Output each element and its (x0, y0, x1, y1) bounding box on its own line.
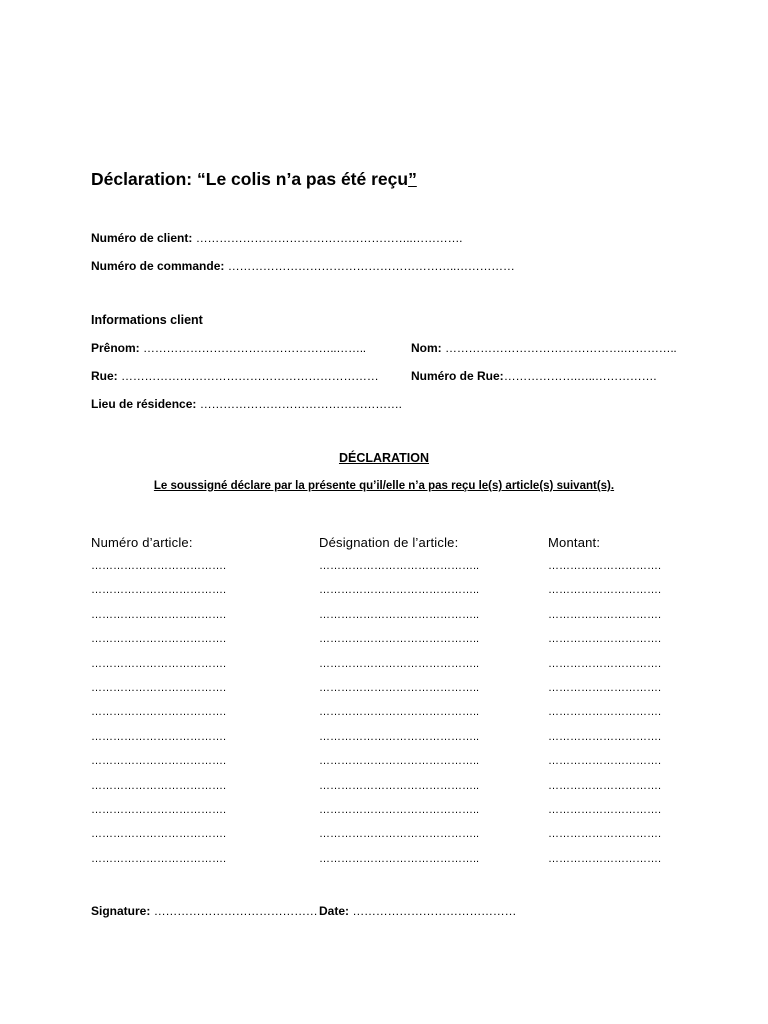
street-blank: ………………………………………………………… (121, 369, 379, 383)
designation-cell: …………………………………….. (319, 657, 480, 670)
article-number-cell: ………………………………. (91, 755, 227, 768)
designation-cell: …………………………………….. (319, 852, 480, 865)
amount-cell: …………………………. (548, 804, 662, 816)
article-number-cell: ………………………………. (91, 584, 227, 597)
article-number-cell: ………………………………. (91, 657, 227, 670)
date-label: Date: (319, 904, 350, 918)
article-number-cell: ………………………………. (91, 608, 227, 621)
order-number-blank: …………………………………………………..…………… (227, 259, 515, 273)
first-name-blank: …………………………………………..…….. (143, 341, 366, 355)
article-number-cell: ………………………………. (91, 560, 227, 572)
order-number-field (91, 259, 515, 273)
article-number-cell: ………………………………. (91, 633, 227, 646)
amount-cell: …………………………. (548, 852, 662, 865)
amount-cell: …………………………. (548, 779, 662, 792)
signature-label: Signature: (91, 904, 151, 918)
declaration-statement: Le soussigné déclare par la présente qu’il/elle n’a pas reçu le(s) article(s) suivant(s). (153, 480, 615, 492)
article-number-cell: ………………………………. (91, 682, 227, 694)
street-field (91, 369, 378, 383)
designation-cell: …………………………………….. (319, 560, 480, 572)
client-number-field (91, 231, 462, 245)
date-blank: …………………………………… (352, 904, 517, 918)
order-number-label: Numéro de commande: (91, 259, 225, 273)
street-number-label: Numéro de Rue: (411, 369, 504, 383)
amount-cell: …………………………. (548, 706, 662, 719)
residence-label: Lieu de résidence: (91, 397, 197, 411)
amount-cell: …………………………. (548, 730, 662, 743)
column-header-designation: Désignation de l’article: (319, 535, 459, 550)
document-title (91, 169, 417, 190)
designation-cell: …………………………………….. (319, 633, 480, 646)
amount-cell: …………………………. (548, 560, 662, 572)
designation-cell: …………………………………….. (319, 828, 480, 841)
document-title-main: Déclaration: “Le colis n’a pas été reçu (91, 169, 409, 189)
designation-cell: …………………………………….. (319, 730, 480, 743)
designation-cell: …………………………………….. (319, 804, 480, 816)
article-number-cell: ………………………………. (91, 804, 227, 816)
amount-cell: …………………………. (548, 608, 662, 621)
amount-cell: …………………………. (548, 657, 662, 670)
signature-blank: …………………………………… (153, 904, 318, 918)
amount-cell: …………………………. (548, 755, 662, 768)
article-number-cell: ………………………………. (91, 779, 227, 792)
residence-blank: ……………………………………………. (199, 397, 402, 411)
article-number-cell: ………………………………. (91, 706, 227, 719)
designation-cell: …………………………………….. (319, 755, 480, 768)
article-number-cell: ………………………………. (91, 828, 227, 841)
amount-cell: …………………………. (548, 828, 662, 841)
last-name-field (411, 341, 676, 355)
amount-cell: …………………………. (548, 682, 662, 694)
designation-cell: …………………………………….. (319, 779, 480, 792)
client-number-label: Numéro de client: (91, 231, 193, 245)
document-title-end: ” (408, 169, 417, 189)
designation-cell: …………………………………….. (319, 584, 480, 597)
article-number-cell: ………………………………. (91, 730, 227, 743)
client-number-blank: ………………………………………………..…………. (195, 231, 463, 245)
amount-cell: …………………………. (548, 633, 662, 646)
last-name-label: Nom: (411, 341, 442, 355)
street-number-field (411, 369, 656, 383)
street-number-blank: ……………….…..……………. (503, 369, 657, 383)
signature-field (91, 904, 318, 918)
amount-cell: …………………………. (548, 584, 662, 597)
designation-cell: …………………………………….. (319, 706, 480, 719)
column-header-amount: Montant: (548, 535, 601, 550)
designation-cell: …………………………………….. (319, 682, 480, 694)
article-number-cell: ………………………………. (91, 852, 227, 865)
date-field (319, 904, 516, 918)
first-name-field (91, 341, 366, 355)
last-name-blank: ……………………………………….………….. (445, 341, 677, 355)
client-info-heading: Informations client (91, 313, 203, 327)
column-header-article-number: Numéro d’article: (91, 535, 193, 550)
designation-cell: …………………………………….. (319, 608, 480, 621)
first-name-label: Prênom: (91, 341, 140, 355)
declaration-heading: DÉCLARATION (338, 451, 430, 465)
street-label: Rue: (91, 369, 118, 383)
residence-field (91, 397, 402, 411)
